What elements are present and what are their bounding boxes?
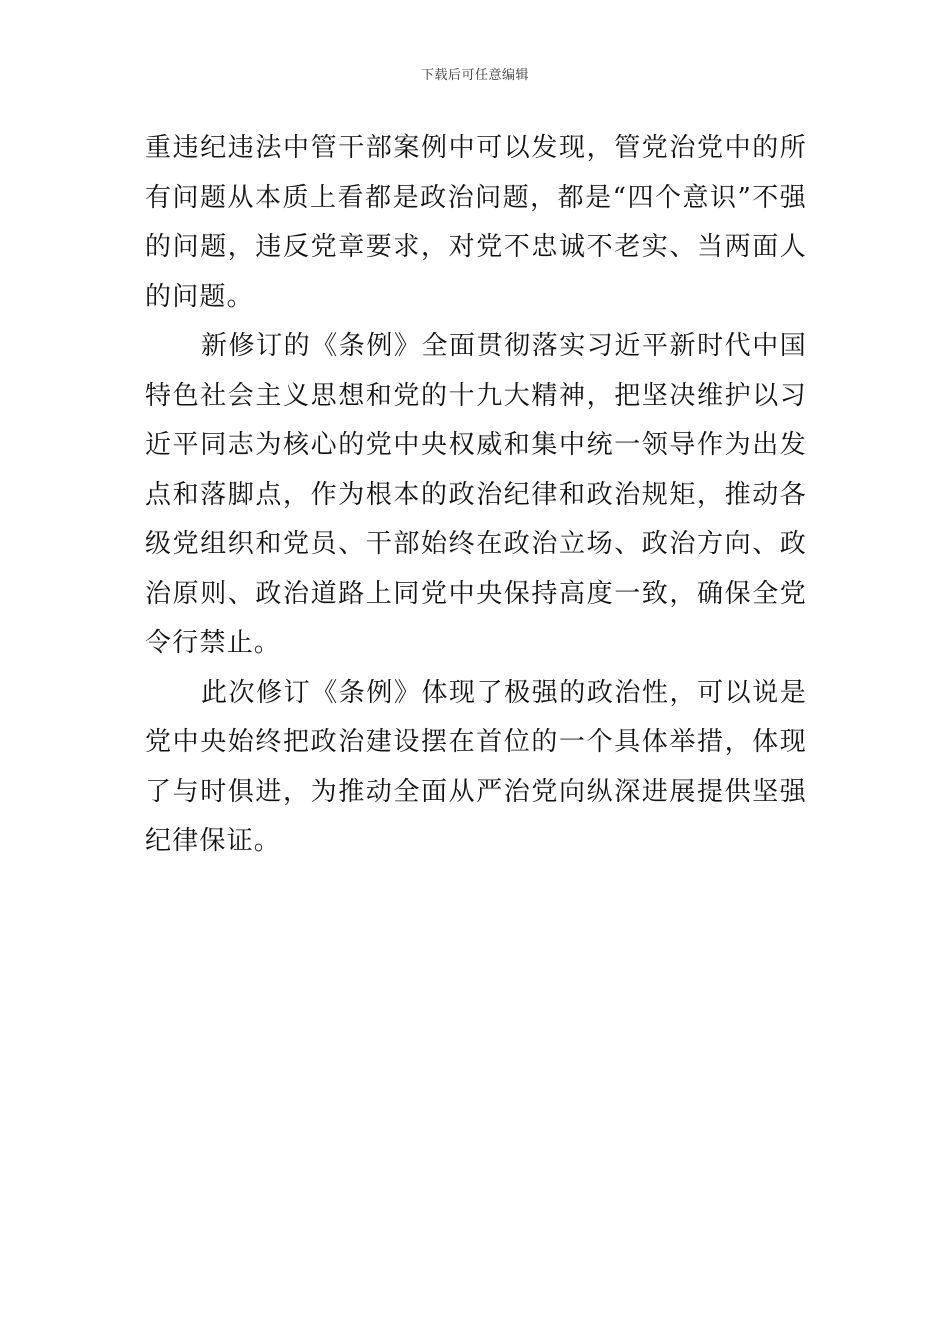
paragraph-1: 重违纪违法中管干部案例中可以发现，管党治党中的所有问题从本质上看都是政治问题，都是“四个意识”不强的问题，违反党章要求，对党不忠诚不老实、当两面人的问题。 [145, 133, 807, 312]
paragraph-3: 此次修订《条例》体现了极强的政治性，可以说是党中央始终把政治建设摆在首位的一个具体举措，体现了与时俱进，为推动全面从严治党向纵深进展提供坚强纪律保证。 [145, 677, 807, 856]
paragraph-2: 新修订的《条例》全面贯彻落实习近平新时代中国特色社会主义思想和党的十九大精神，把坚决维护以习近平同志为核心的党中央权威和集中统一领导作为出发点和落脚点，作为根本的政治纪律和政治规矩，推动各级党组织和党员、干部始终在政治立场、政治方向、政治原则、政治道路上同党中央保持高度一致，确保全党令行禁止。 [145, 331, 807, 658]
page-header-note: 下载后可任意编辑 [420, 68, 529, 83]
document-body [145, 124, 807, 867]
